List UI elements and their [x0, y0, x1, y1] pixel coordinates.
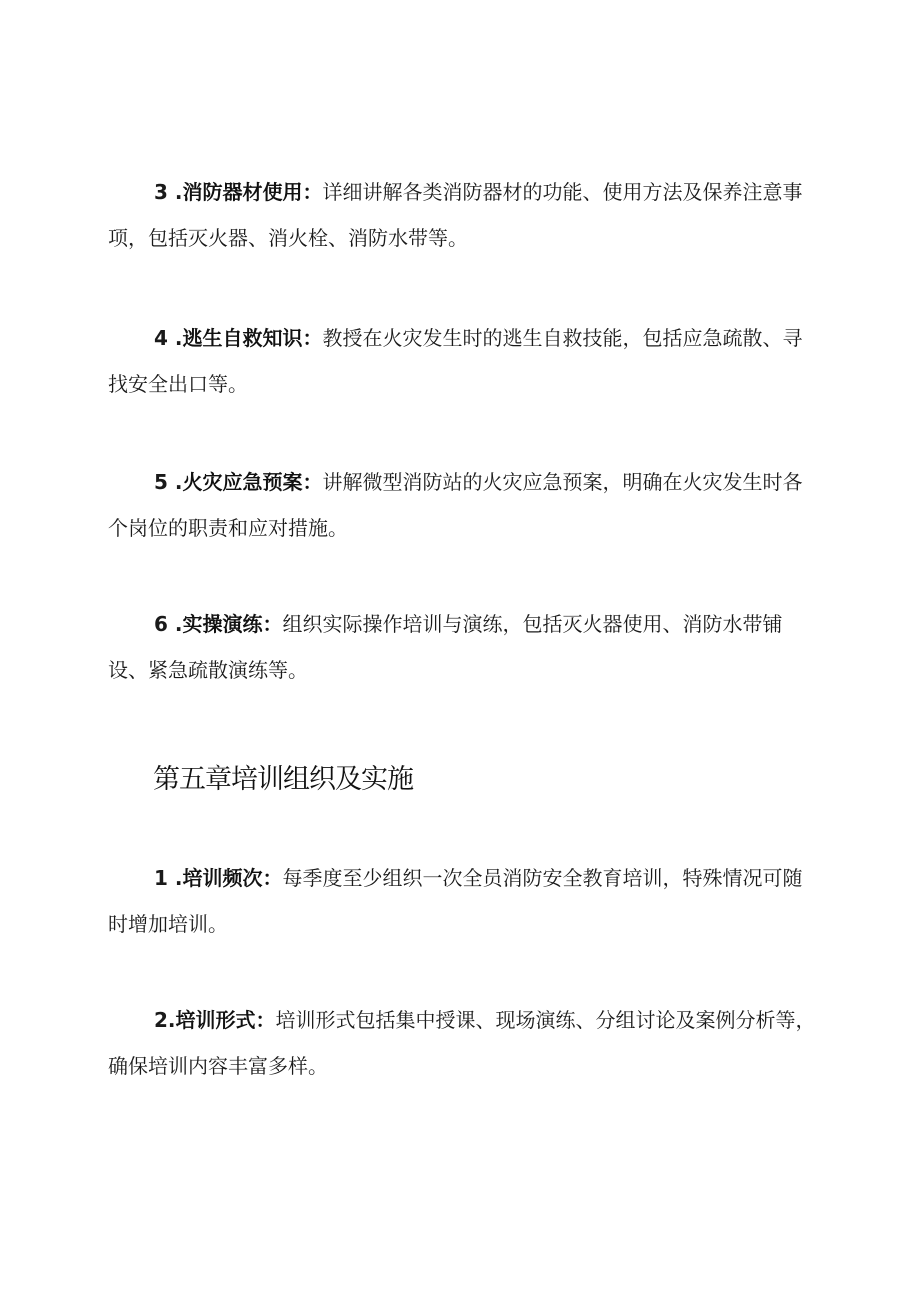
- item-text: 每季度至少组织一次全员消防安全教育培训，特殊情况可随时增加培训。: [108, 866, 803, 936]
- list-item-emergency-plan: [108, 459, 820, 551]
- chapter-heading: 第五章培训组织及实施: [153, 764, 413, 795]
- item-number: 2.: [154, 1008, 176, 1032]
- item-number: 3 .: [154, 180, 183, 204]
- item-number: 6 .: [154, 612, 183, 636]
- list-item-escape-knowledge: [108, 315, 820, 407]
- list-item-equipment-usage: [108, 169, 820, 261]
- item-text: 详细讲解各类消防器材的功能、使用方法及保养注意事项，包括灭火器、消火栓、消防水带等。: [108, 180, 803, 250]
- item-term: 消防器材使用：: [182, 180, 323, 204]
- item-number: 1 .: [154, 866, 183, 890]
- list-item-training-format: [108, 997, 820, 1089]
- item-term: 逃生自救知识：: [182, 326, 323, 350]
- item-term: 火灾应急预案：: [182, 470, 323, 494]
- item-term: 培训频次：: [182, 866, 283, 890]
- item-text: 组织实际操作培训与演练，包括灭火器使用、消防水带铺设、紧急疏散演练等。: [108, 612, 783, 682]
- item-number: 4 .: [154, 326, 183, 350]
- item-term: 培训形式：: [175, 1008, 276, 1032]
- list-item-practical-drill: [108, 601, 820, 693]
- item-text: 讲解微型消防站的火灾应急预案，明确在火灾发生时各个岗位的职责和应对措施。: [108, 470, 803, 540]
- item-text: 教授在火灾发生时的逃生自救技能，包括应急疏散、寻找安全出口等。: [108, 326, 803, 396]
- item-number: 5 .: [154, 470, 183, 494]
- list-item-training-frequency: [108, 855, 820, 947]
- item-term: 实操演练：: [182, 612, 283, 636]
- item-text: 培训形式包括集中授课、现场演练、分组讨论及案例分析等，确保培训内容丰富多样。: [108, 1008, 816, 1078]
